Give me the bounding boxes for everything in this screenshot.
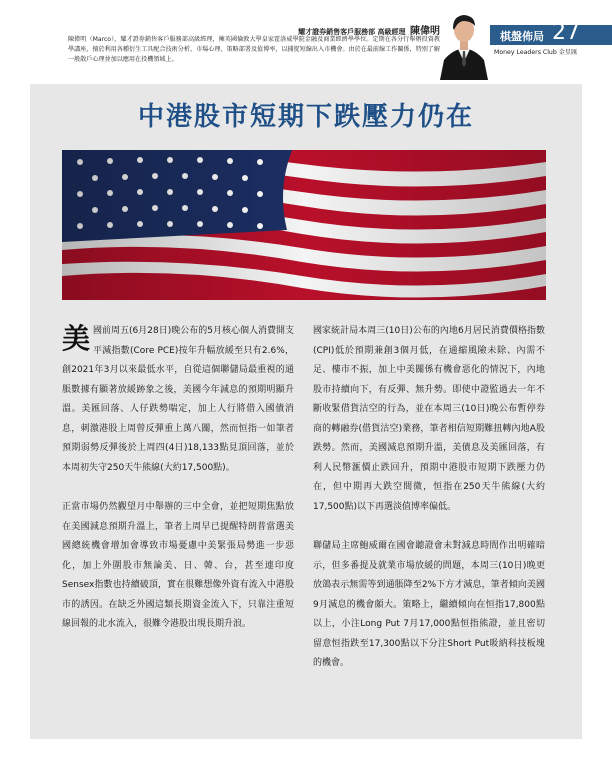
column-badge [490,20,612,45]
paragraph-2: 正當市場仍然觀望月中舉辦的三中全會，並把短期焦點放在美國減息預期升溫上，筆者上周早已提醒特朗普當選美國總統機會增加會導致市場憂慮中美緊張局勢進一步惡化，加上外圍股市無論美、日、韓、台，甚至連印度Sensex指數也持續破頂，實在很難想像外資有流入中港股市的誘因。在缺乏外國這類長期資金流入下，只靠注重短線回報的北水流入，很難令港股出現長期升浪。 [62,502,294,629]
paragraph-1 [62,322,294,478]
drop-cap: 美 [62,322,91,355]
article-headline: 中港股市短期下跌壓力仍在 [137,102,474,132]
author-portrait [438,4,490,80]
author-bio: 陳偉明（Marco），耀才證券銷售客戶服務部高級經理，擁英國倫敦大學皇家霍洛威學院金融及商業經濟學學位。定期在各分行舉辦投資教學講座，擅於利用各種衍生工具配合技術分析、市場心理、策略部署及值博率，以捕捉短線出入市機會。由於在最前線工作關係，特別了解一般散戶心理並加以應用在投機領域上。 [68,36,440,63]
paragraph-1-text: 國前周五(6月28日)晚公布的5月核心個人消費開支平減指數(Core PCE)按年升幅放緩至只有2.6%，創2021年3月以來最低水平，自從這個聯儲局最重視的通脹數據有顯著放緩跡象之後，美國今年減息的預期明顯升溫。美匯回落、人仔跌勢喘定，加上人行將借入國債消息，刺激港股上周曾反彈重上萬八關，然而恒指一如筆者預期弱勢反彈後於上周四(4日)18,133點見頂回落，並於本周初失守250天牛熊線(大約17,500點)。 [62,326,294,473]
page-number: 27 [552,20,580,45]
article-column-left [62,322,294,635]
author-role: 耀才證券銷售客戶服務部 高級經理 [298,28,406,36]
paragraph-3: 國家統計局本周三(10日)公布的內地6月居民消費價格指數(CPI)低於預期兼創3個月低，在通縮風險未除、內需不足、樓市不振，加上中美關係有機會惡化的情況下，內地股市持續向下，有反彈、無升勢。即使中證監過去一年不斷收緊借貨沽空的行為，並在本周三(10日)晚公布暫停券商的轉融券(借貨沽空)業務，筆者相信短期難扭轉內地A股跌勢。然而，美國減息預期升溫，美債息及美匯回落，有利人民幣滙價止跌回升，預期中港股市短期下跌壓力仍在，但中期再大跌空間微，恒指在250天牛熊線(大約17,500點)以下再選淡值博率偏低。 [313,326,545,512]
author-name: 陳偉明 [410,26,440,37]
article-column-right [313,322,545,674]
column-name: 棋盤佈局 [500,30,544,43]
paragraph-4: 聯儲局主席鮑威爾在國會聽證會未對減息時間作出明確暗示，但多番提及就業市場放緩的問題，本周三(10日)晚更放鴿表示無需等到通脹降至2%下方才減息，筆者傾向美國9月減息的機會頗大。策略上，繼續傾向在恒指17,800點以上，小注Long Put 7月17,000點恒指熊證，並且密切留意恒指跌至17,300點以下分注Short Put吸納科技板塊的機會。 [313,541,545,668]
page-header [0,0,612,82]
us-flag-image [62,150,546,300]
club-name: Money Leaders Club 金星匯 [494,49,578,56]
